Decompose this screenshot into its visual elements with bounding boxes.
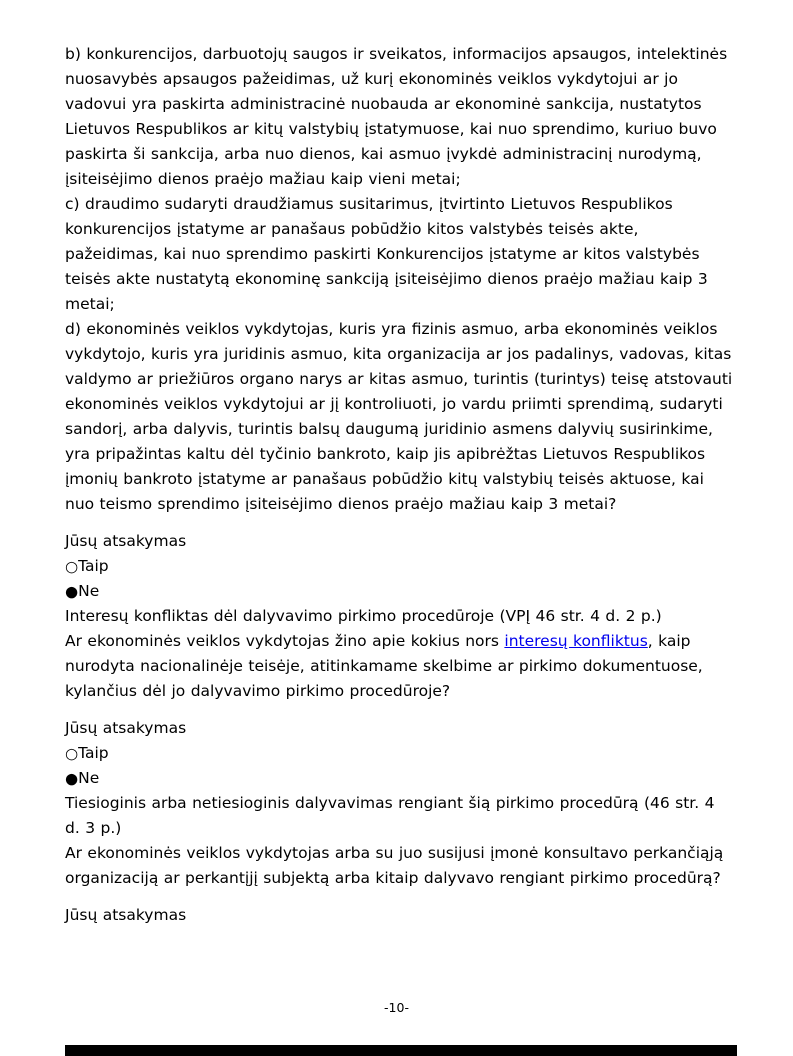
radio-option-label: Ne bbox=[78, 582, 100, 600]
page-number: -10- bbox=[384, 1000, 409, 1015]
radio-option-label: Taip bbox=[78, 557, 109, 575]
radio-selected-icon: ● bbox=[65, 582, 79, 601]
interest-conflicts-link[interactable]: interesų konfliktus bbox=[504, 632, 648, 650]
answer-label: Jūsų atsakymas bbox=[65, 719, 187, 737]
paragraph-conflict-question bbox=[65, 629, 733, 704]
radio-selected-icon: ● bbox=[65, 769, 79, 788]
section-heading-interest-conflict: Interesų konfliktas dėl dalyvavimo pirkimo procedūroje (VPĮ 46 str. 4 d. 2 p.) bbox=[65, 607, 662, 625]
radio-option-taip[interactable] bbox=[65, 741, 733, 766]
bottom-black-bar bbox=[65, 1045, 737, 1056]
radio-option-label: Taip bbox=[78, 744, 109, 762]
paragraph-participation-question: Ar ekonominės veiklos vykdytojas arba su juo susijusi įmonė konsultavo perkančiąją organizaciją ar perkantįjį subjektą arba kitaip dalyvavo rengiant pirkimo procedūrą? bbox=[65, 844, 724, 887]
radio-option-ne[interactable] bbox=[65, 766, 733, 791]
radio-option-ne[interactable] bbox=[65, 579, 733, 604]
document-content bbox=[65, 42, 733, 928]
paragraph-clause-c: c) draudimo sudaryti draudžiamus susitarimus, įtvirtinto Lietuvos Respublikos konkurencijos įstatyme ar panašaus pobūdžio kitos valstybės teisės akte, pažeidimas, kai nuo sprendimo paskirti Konkurencijos įstatyme ar kitos valstybės teisės akte nustatytą ekonominę sankciją įsiteisėjimo dienos praėjo mažiau kaip 3 metai; bbox=[65, 195, 708, 313]
answer-block-3 bbox=[65, 903, 733, 928]
radio-option-label: Ne bbox=[78, 769, 100, 787]
answer-block-2 bbox=[65, 716, 733, 791]
paragraph-clause-b: b) konkurencijos, darbuotojų saugos ir sveikatos, informacijos apsaugos, intelektinės nuosavybės apsaugos pažeidimas, už kurį ekonominės veiklos vykdytojui ar jo vadovui yra paskirta administracinė nuobauda ar ekonominė sankcija, nustatytos Lietuvos Respublikos ar kitų valstybių įstatymuose, kai nuo sprendimo, kuriuo buvo paskirta ši sankcija, arba nuo dienos, kai asmuo įvykdė administracinį nurodymą, įsiteisėjimo dienos praėjo mažiau kaip vieni metai; bbox=[65, 45, 728, 188]
radio-unselected-icon: ○ bbox=[65, 744, 79, 763]
paragraph-clause-d: d) ekonominės veiklos vykdytojas, kuris yra fizinis asmuo, arba ekonominės veiklos vykdytojo, kuris yra juridinis asmuo, kita organizacija ar jos padalinys, vadovas, kitas valdymo ar priežiūros organo narys ar kitas asmuo, turintis (turintys) teisę atstovauti ekonominės veiklos vykdytojui ar jį kontroliuoti, jo vardu priimti sprendimą, sudaryti sandorį, arba dalyvis, turintis balsų daugumą juridinio asmens dalyvių susirinkime, yra pripažintas kaltu dėl tyčinio bankroto, kaip jis apibrėžtas Lietuvos Respublikos įmonių bankroto įstatyme ar panašaus pobūdžio kitų valstybių teisės aktuose, kai nuo teismo sprendimo įsiteisėjimo dienos praėjo mažiau kaip 3 metai? bbox=[65, 320, 733, 513]
answer-label: Jūsų atsakymas bbox=[65, 532, 187, 550]
radio-option-taip[interactable] bbox=[65, 554, 733, 579]
radio-unselected-icon: ○ bbox=[65, 557, 79, 576]
question-text-after-link: , kaip nurodyta nacionalinėje teisėje, atitinkamame skelbime ar pirkimo dokumentuose, kylančius dėl jo dalyvavimo pirkimo procedūroje? bbox=[65, 632, 703, 700]
answer-label: Jūsų atsakymas bbox=[65, 906, 187, 924]
question-text-before-link: Ar ekonominės veiklos vykdytojas žino apie kokius nors bbox=[65, 632, 505, 650]
section-heading-participation: Tiesioginis arba netiesioginis dalyvavimas rengiant šią pirkimo procedūrą (46 str. 4 d. 3 p.) bbox=[65, 794, 715, 837]
answer-block-1 bbox=[65, 529, 733, 604]
